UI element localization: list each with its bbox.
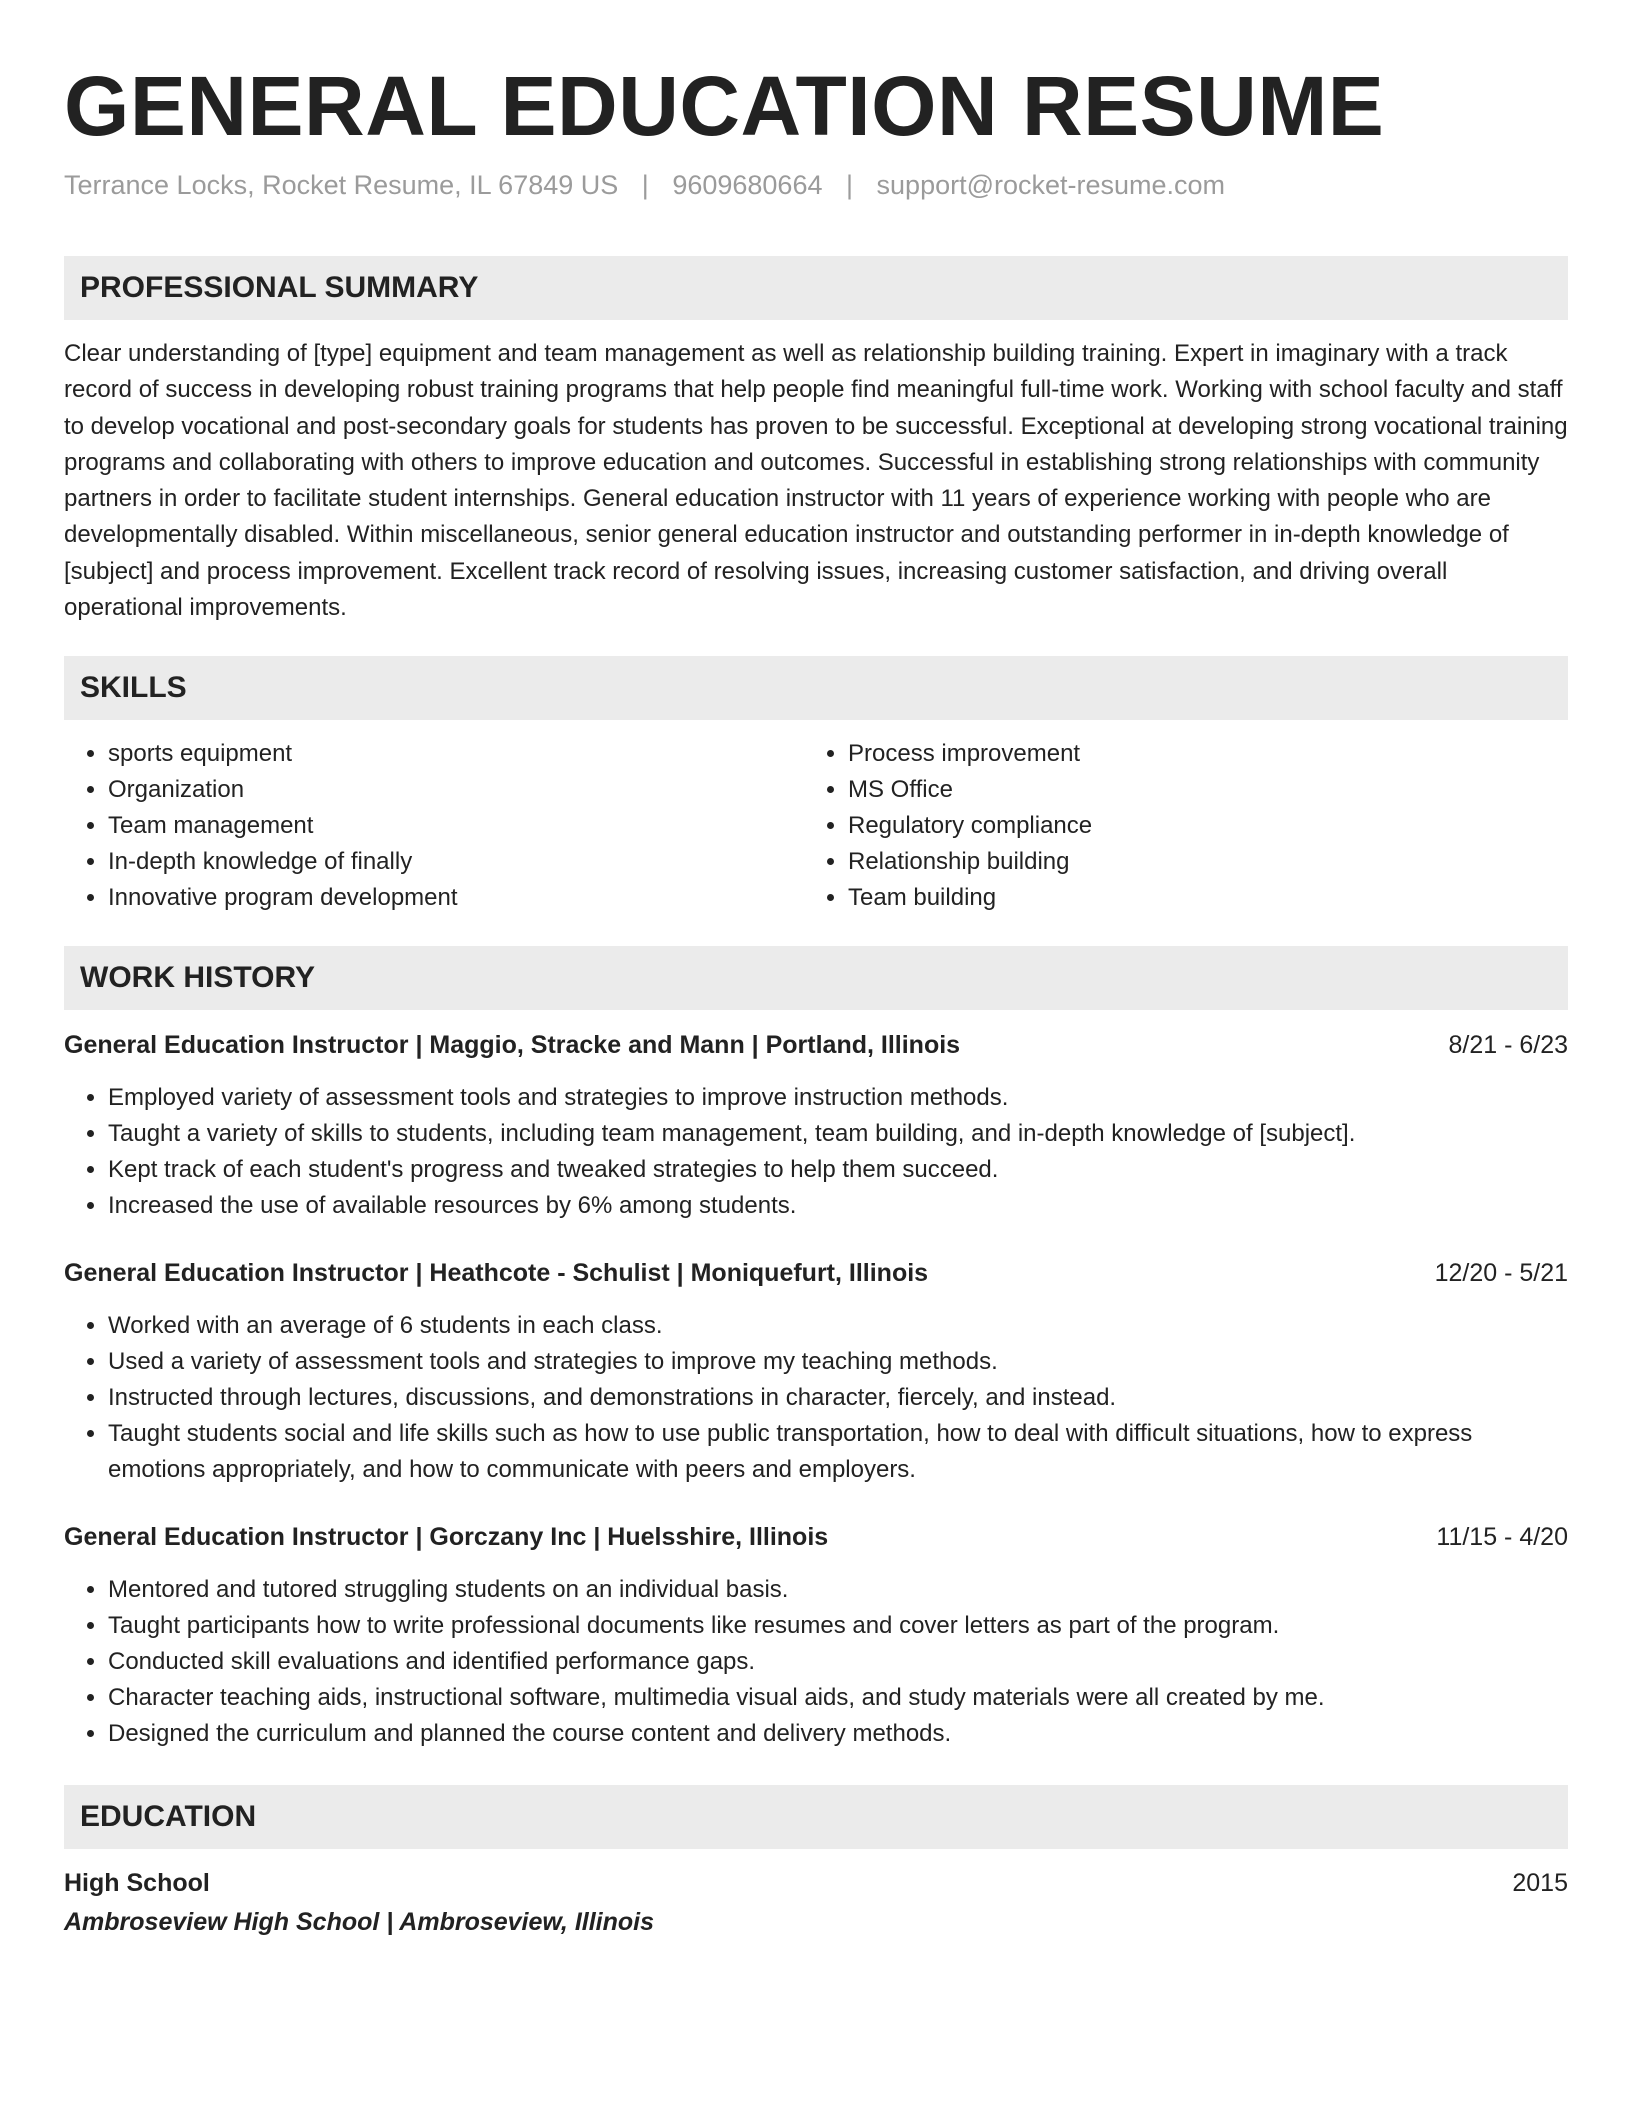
job-entry	[64, 1520, 1568, 1752]
skills-column-left	[64, 736, 804, 916]
section-header-work-history: WORK HISTORY	[64, 946, 1568, 1010]
job-dates: 11/15 - 4/20	[1436, 1523, 1568, 1552]
education-year: 2015	[1512, 1869, 1568, 1898]
skills-list	[64, 736, 1568, 916]
skill-item: • Organization	[108, 772, 804, 808]
skills-column-right	[804, 736, 1544, 916]
contact-address: Terrance Locks, Rocket Resume, IL 67849 US	[64, 170, 619, 200]
section-header-education: EDUCATION	[64, 1785, 1568, 1849]
skill-item: • Relationship building	[848, 844, 1544, 880]
resume-title: GENERAL EDUCATION RESUME	[64, 59, 1385, 153]
job-title: General Education Instructor | Heathcote - Schulist | Moniquefurt, Illinois	[64, 1259, 929, 1288]
job-bullet: • Used a variety of assessment tools and strategies to improve my teaching methods.	[108, 1344, 1568, 1380]
job-bullet: • Designed the curriculum and planned the course content and delivery methods.	[108, 1716, 1568, 1752]
job-bullet: • Taught a variety of skills to students, including team management, team building, and in-depth knowledge of [subject].	[108, 1116, 1568, 1152]
contact-line	[64, 168, 1568, 202]
job-bullet: • Conducted skill evaluations and identified performance gaps.	[108, 1644, 1568, 1680]
skill-item: • In-depth knowledge of finally	[108, 844, 804, 880]
job-bullet: • Taught students social and life skills such as how to use public transportation, how to deal with difficult situations, how to express emotions appropriately, and how to communicate with peers and employers.	[108, 1416, 1568, 1488]
job-bullet: • Increased the use of available resources by 6% among students.	[108, 1188, 1568, 1224]
contact-separator: |	[846, 170, 854, 200]
job-bullet: • Employed variety of assessment tools and strategies to improve instruction methods.	[108, 1080, 1568, 1116]
skill-item: • sports equipment	[108, 736, 804, 772]
job-title: General Education Instructor | Gorczany Inc | Huelsshire, Illinois	[64, 1523, 829, 1552]
skill-item: • Process improvement	[848, 736, 1544, 772]
job-entry	[64, 1028, 1568, 1224]
job-bullet: • Taught participants how to write professional documents like resumes and cover letters as part of the program.	[108, 1608, 1568, 1644]
summary-text: Clear understanding of [type] equipment and team management as well as relationship building training. Expert in imaginary with a track record of success in developing robust training programs that help people find meaningful full-time work. Working with school faculty and staff to develop vocational and post-secondary goals for students has proven to be successful. Exceptional at developing strong vocational training programs and collaborating with others to improve education and outcomes. Successful in establishing strong relationships with community partners in order to facilitate student internships. General education instructor with 11 years of experience working with people who are developmentally disabled. Within miscellaneous, senior general education instructor and outstanding performer in in-depth knowledge of [subject] and process improvement. Excellent track record of resolving issues, increasing customer satisfaction, and driving overall operational improvements.	[64, 340, 1568, 622]
job-entry	[64, 1256, 1568, 1488]
skill-item: • Regulatory compliance	[848, 808, 1544, 844]
contact-phone: 9609680664	[672, 170, 823, 200]
job-bullet: • Character teaching aids, instructional software, multimedia visual aids, and study materials were all created by me.	[108, 1680, 1568, 1716]
contact-email: support@rocket-resume.com	[876, 170, 1226, 200]
job-bullet: • Worked with an average of 6 students in each class.	[108, 1308, 1568, 1344]
skill-item: • Team management	[108, 808, 804, 844]
job-bullet: • Kept track of each student's progress and tweaked strategies to help them succeed.	[108, 1152, 1568, 1188]
skill-item: • MS Office	[848, 772, 1544, 808]
section-header-summary: PROFESSIONAL SUMMARY	[64, 256, 1568, 320]
job-bullet: • Instructed through lectures, discussions, and demonstrations in character, fiercely, and instead.	[108, 1380, 1568, 1416]
education-school: Ambroseview High School | Ambroseview, Illinois	[64, 1908, 654, 1937]
education-degree: High School	[64, 1869, 210, 1898]
job-bullet: • Mentored and tutored struggling students on an individual basis.	[108, 1572, 1568, 1608]
job-dates: 8/21 - 6/23	[1448, 1031, 1568, 1060]
job-dates: 12/20 - 5/21	[1434, 1259, 1568, 1288]
skill-item: • Team building	[848, 880, 1544, 916]
skill-item: • Innovative program development	[108, 880, 804, 916]
education-entry	[64, 1865, 1568, 1901]
contact-separator: |	[641, 170, 649, 200]
section-header-skills: SKILLS	[64, 656, 1568, 720]
job-title: General Education Instructor | Maggio, Stracke and Mann | Portland, Illinois	[64, 1031, 961, 1060]
